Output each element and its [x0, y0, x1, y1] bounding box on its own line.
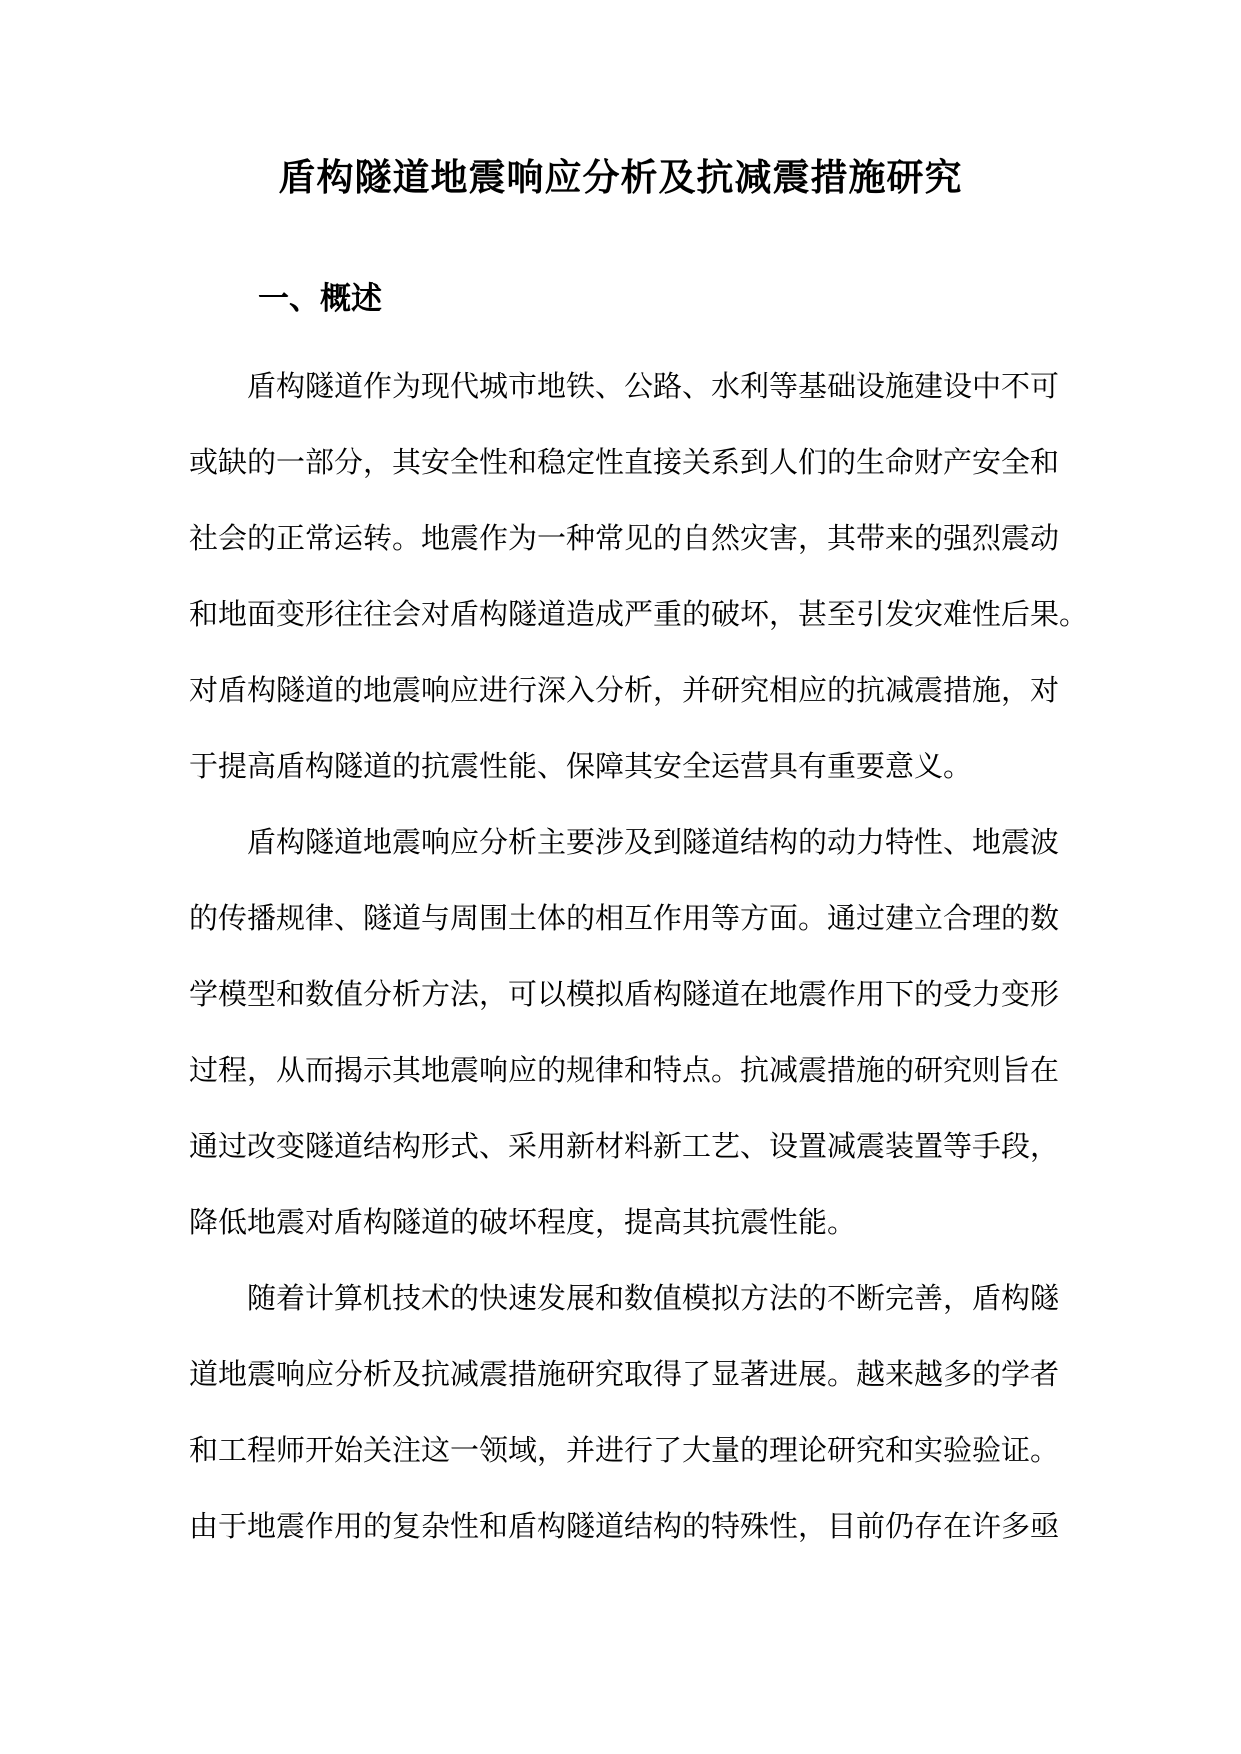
paragraph-1-line-3: 社会的正常运转。地震作为一种常见的自然灾害，其带来的强烈震动: [189, 521, 1060, 555]
body-text: [189, 361, 1089, 1577]
paragraph-1-line-6: 于提高盾构隧道的抗震性能、保障其安全运营具有重要意义。: [189, 749, 973, 783]
paragraph-2-line-6: 降低地震对盾构隧道的破坏程度，提高其抗震性能。: [189, 1205, 857, 1239]
paragraph-3-line-4: 由于地震作用的复杂性和盾构隧道结构的特殊性，目前仍存在许多亟: [189, 1509, 1060, 1543]
paragraph-1-line-2: 或缺的一部分，其安全性和稳定性直接关系到人们的生命财产安全和: [189, 445, 1060, 479]
paragraph-3-line-3: 和工程师开始关注这一领域，并进行了大量的理论研究和实验验证。: [189, 1433, 1060, 1467]
paragraph-1-line-4: 和地面变形往往会对盾构隧道造成严重的破坏，甚至引发灾难性后果。: [189, 597, 1089, 631]
paragraph-2-line-3: 学模型和数值分析方法，可以模拟盾构隧道在地震作用下的受力变形: [189, 977, 1060, 1011]
document-title: 盾构隧道地震响应分析及抗减震措施研究: [278, 156, 963, 199]
paragraph-2-line-1: 盾构隧道地震响应分析主要涉及到隧道结构的动力特性、地震波: [247, 825, 1060, 859]
paragraph-2-line-4: 过程，从而揭示其地震响应的规律和特点。抗减震措施的研究则旨在: [189, 1053, 1060, 1087]
paragraph-3-line-1: 随着计算机技术的快速发展和数值模拟方法的不断完善，盾构隧: [247, 1281, 1060, 1315]
paragraph-3-line-2: 道地震响应分析及抗减震措施研究取得了显著进展。越来越多的学者: [189, 1357, 1060, 1391]
paragraph-1-line-1: 盾构隧道作为现代城市地铁、公路、水利等基础设施建设中不可: [247, 369, 1060, 403]
section-heading: 一、概述: [258, 281, 382, 317]
paragraph-2-line-5: 通过改变隧道结构形式、采用新材料新工艺、设置减震装置等手段，: [189, 1129, 1060, 1163]
paragraph-2-line-2: 的传播规律、隧道与周围土体的相互作用等方面。通过建立合理的数: [189, 901, 1060, 935]
paragraph-1-line-5: 对盾构隧道的地震响应进行深入分析，并研究相应的抗减震措施，对: [189, 673, 1060, 707]
